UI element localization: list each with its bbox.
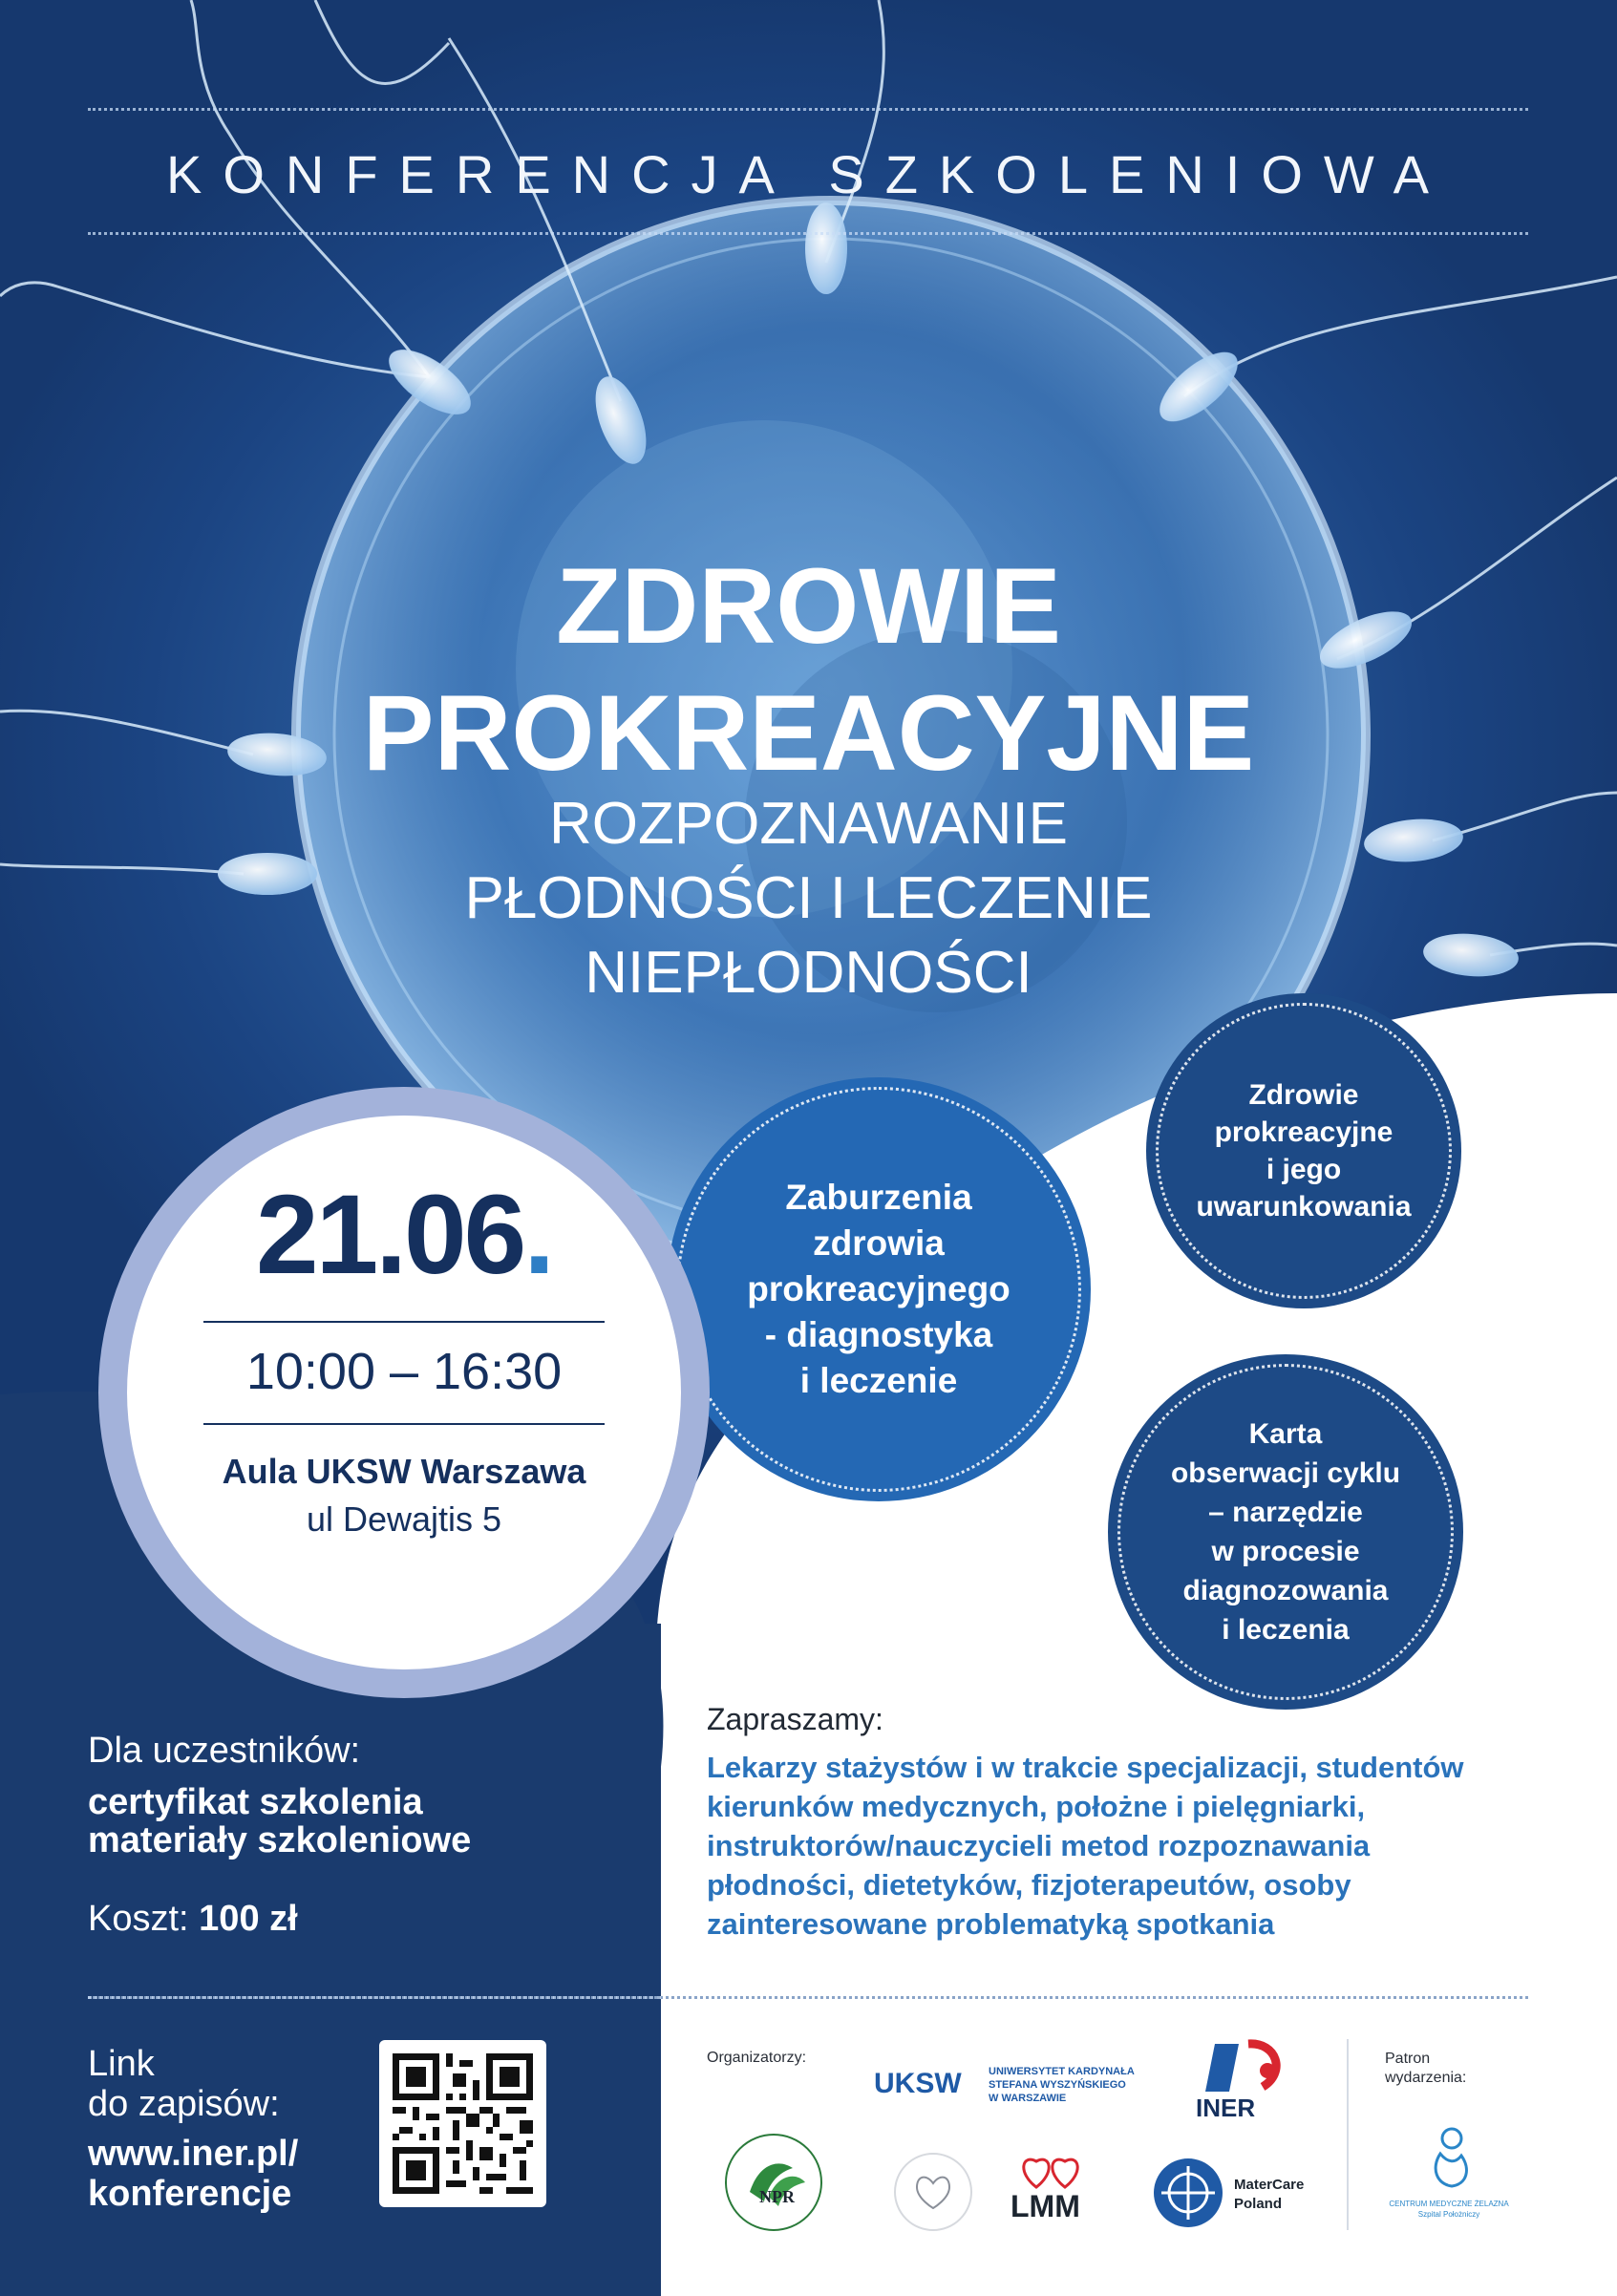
iner-logo-icon xyxy=(1196,2034,1291,2101)
cost-value: 100 zł xyxy=(199,1899,298,1939)
patron-label-line: Patron xyxy=(1385,2051,1431,2067)
date-rule-bottom xyxy=(203,1423,605,1425)
benefit-materials: materiały szkoleniowe xyxy=(88,1820,472,1860)
event-address: ul Dewajtis 5 xyxy=(306,1499,502,1539)
uksw-name-line: W WARSZAWIE xyxy=(989,2093,1067,2104)
participants-label: Dla uczestników: xyxy=(88,1731,361,1771)
qr-code-icon xyxy=(393,2053,533,2194)
patron-label-line: wydarzenia: xyxy=(1385,2070,1467,2086)
subtitle-line-1: ROZPOZNAWANIE xyxy=(548,791,1069,857)
patron-name-line: Szpital Położniczy xyxy=(1417,2210,1480,2219)
invite-line: Lekarzy stażystów i w trakcie specjalizacji, studentów xyxy=(707,1751,1464,1784)
registration-url-line-1[interactable]: www.iner.pl/ xyxy=(88,2134,299,2174)
lmm-logo-text: LMM xyxy=(1011,2189,1080,2223)
invite-label: Zapraszamy: xyxy=(707,1702,883,1736)
topic-bubble-health xyxy=(1146,993,1461,1308)
fertility-logo-icon xyxy=(890,2149,976,2235)
uksw-name-line: STEFANA WYSZYŃSKIEGO xyxy=(989,2079,1126,2091)
header-divider-top xyxy=(88,108,1528,111)
patron-separator xyxy=(1347,2039,1349,2230)
patron-label xyxy=(1385,2050,1466,2088)
topic-text: Zaburzenia zdrowia prokreacyjnego - diagnostyka i leczenie xyxy=(747,1178,1011,1400)
qr-code[interactable] xyxy=(379,2040,546,2207)
title-line-2: PROKREACYJNE xyxy=(362,673,1255,793)
benefit-certificate: certyfikat szkolenia xyxy=(88,1782,423,1822)
invite-audience xyxy=(707,1748,1547,1944)
matercare-country: Poland xyxy=(1234,2196,1283,2212)
invite-line: instruktorów/nauczycieli metod rozpoznawania xyxy=(707,1829,1371,1862)
matercare-name: MaterCare xyxy=(1234,2177,1305,2193)
header-divider-bottom xyxy=(88,232,1528,235)
patron-logo-icon xyxy=(1423,2125,1477,2192)
npr-logo-text: NPR xyxy=(759,2187,795,2206)
footer-divider-left xyxy=(88,1996,661,1999)
topic-bubble-cycle-chart xyxy=(1108,1354,1463,1710)
patron-name-line: CENTRUM MEDYCZNE ŻELAZNA xyxy=(1389,2200,1509,2208)
invite-line: płodności, dietetyków, fizjoterapeutów, osoby xyxy=(707,1868,1351,1902)
patron-name xyxy=(1387,2199,1511,2220)
title-line-1: ZDROWIE xyxy=(556,546,1061,666)
event-venue: Aula UKSW Warszawa xyxy=(222,1452,586,1491)
event-time: 10:00 – 16:30 xyxy=(245,1343,563,1400)
organizers-label: Organizatorzy: xyxy=(707,2050,807,2066)
iner-logo-text: INER xyxy=(1196,2094,1256,2122)
subtitle-line-2: PŁODNOŚCI I LECZENIE xyxy=(464,865,1153,931)
uksw-full-name xyxy=(989,2065,1135,2105)
subtitle-line-3: NIEPŁODNOŚCI xyxy=(585,940,1032,1006)
header-title: KONFERENCJA SZKOLENIOWA xyxy=(165,144,1451,204)
matercare-logo-icon xyxy=(1152,2157,1224,2229)
matercare-logo-text xyxy=(1234,2176,1304,2214)
registration-label-line-2: do zapisów: xyxy=(88,2084,280,2124)
invite-line: zainteresowane problematyką spotkania xyxy=(707,1907,1275,1941)
topic-bubble-disorders xyxy=(667,1077,1091,1501)
date-rule-top xyxy=(203,1321,605,1323)
event-date-dot: . xyxy=(523,1172,553,1298)
registration-url-line-2[interactable]: konferencje xyxy=(88,2174,292,2214)
topic-text: Karta obserwacji cyklu – narzędzie w procesie diagnozowania i leczenia xyxy=(1170,1418,1401,1646)
npr-logo-icon xyxy=(721,2130,826,2235)
uksw-logo: UKSW xyxy=(874,2068,962,2099)
topic-text: Zdrowie prokreacyjne i jego uwarunkowania xyxy=(1196,1079,1412,1222)
cost xyxy=(88,1899,298,1940)
event-date-value: 21.06 xyxy=(255,1172,524,1298)
registration-label-line-1: Link xyxy=(88,2044,155,2084)
cost-label: Koszt: xyxy=(88,1899,189,1939)
event-date xyxy=(127,1170,681,1300)
uksw-name-line: UNIWERSYTET KARDYNAŁA xyxy=(989,2066,1135,2077)
invite-line: kierunków medycznych, położne i pielęgniarki, xyxy=(707,1790,1366,1823)
lmm-hearts-icon xyxy=(1017,2144,1094,2192)
